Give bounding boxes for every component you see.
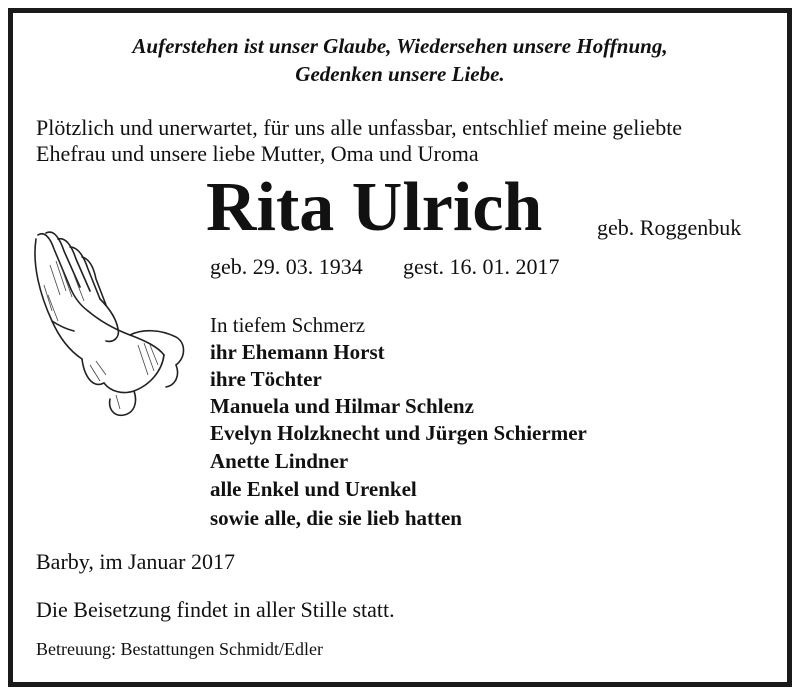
mourner-line: sowie alle, die sie lieb hatten bbox=[210, 506, 462, 530]
mourner-line: ihre Töchter bbox=[210, 367, 322, 391]
intro-line-2: Ehefrau und unsere liebe Mutter, Oma und Uroma bbox=[36, 141, 479, 166]
birth-date: geb. 29. 03. 1934 bbox=[210, 254, 363, 279]
undertaker-credit: Betreuung: Bestattungen Schmidt/Edler bbox=[36, 639, 323, 659]
place-date: Barby, im Januar 2017 bbox=[36, 549, 235, 574]
mourner-line: Manuela und Hilmar Schlenz bbox=[210, 394, 474, 418]
praying-hands-icon bbox=[30, 225, 190, 425]
mourner-line: ihr Ehemann Horst bbox=[210, 340, 385, 364]
maiden-name: geb. Roggenbuk bbox=[597, 215, 742, 240]
mourner-line: Anette Lindner bbox=[210, 449, 349, 473]
intro-line-1: Plötzlich und unerwartet, für uns alle unfassbar, entschlief meine geliebte bbox=[36, 115, 683, 140]
mourners-heading: In tiefem Schmerz bbox=[210, 313, 366, 337]
mourner-line: Evelyn Holzknecht und Jürgen Schiermer bbox=[210, 421, 587, 445]
funeral-note: Die Beisetzung findet in aller Stille statt. bbox=[36, 597, 395, 622]
motto-line-1: Auferstehen ist unser Glaube, Wiedersehen unsere Hoffnung, bbox=[132, 34, 668, 58]
motto-line-2: Gedenken unsere Liebe. bbox=[295, 62, 505, 86]
mourner-line: alle Enkel und Urenkel bbox=[210, 477, 417, 501]
deceased-name: Rita Ulrich bbox=[206, 169, 543, 246]
death-date: gest. 16. 01. 2017 bbox=[403, 254, 560, 279]
